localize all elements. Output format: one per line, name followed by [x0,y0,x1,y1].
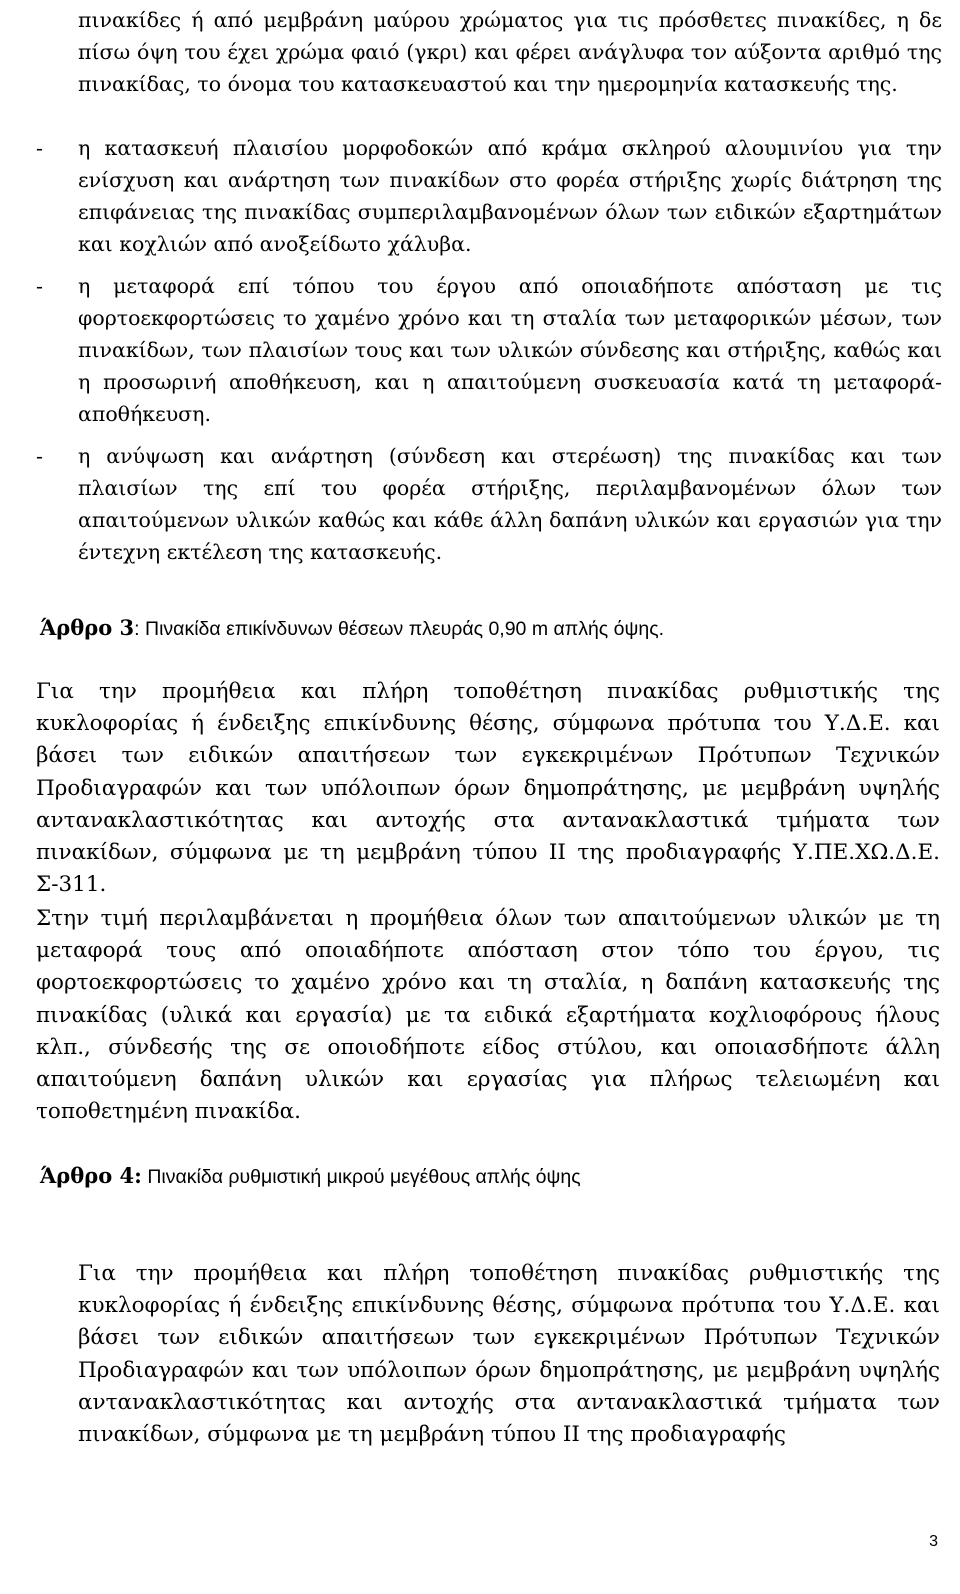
article4-title: Πινακίδα ρυθμιστική μικρού μεγέθους απλής όψης [141,1166,581,1188]
article3-paragraph-2: Στην τιμή περιλαμβάνεται η προμήθεια όλων των απαιτούμενων υλικών με τη μεταφορά τους από οποιαδήποτε απόσταση στον τόπο του έργου, τις φορτοεκφορτώσεις το χαμένο χρόνο και τη σταλία, η δαπάνη κατασκευής της πινακίδας (υλικά και εργασία) με τα ειδικά εξαρτήματα κοχλιοφόρους ήλους κλπ., σύνδεσής της σε οποιοδήποτε είδος στύλου, και οποιασδήποτε άλλη απαιτούμενη δαπάνη υλικών και εργασίας για πλήρως τελειωμένη και τοποθετημένη πινακίδα. [36,906,940,1125]
intro-paragraph: πινακίδες ή από μεμβράνη μαύρου χρώματος για τις πρόσθετες πινακίδες, η δε πίσω όψη του έχει χρώμα φαιό (γκρι) και φέρει ανάγλυφα τον αύξοντα αριθμό της πινακίδας, το όνομα του κατασκευαστού και την ημερομηνία κατασκευής της. [78,8,942,96]
article4-paragraph-1: Για την προμήθεια και πλήρη τοποθέτηση πινακίδας ρυθμιστικής της κυκλοφορίας ή ένδειξης επικίνδυνης θέσης, σύμφωνα πρότυπα του Υ.Δ.Ε. και βάσει των ειδικών απαιτήσεων των εγκεκριμένων Πρότυπων Τεχνικών Προδιαγραφών και των υπόλοιπων όρων δημοπράτησης, με μεμβράνη υψηλής αντανακλαστικότητας και αντοχής στα αντανακλαστικά τμήματα των πινακίδων, σύμφωνα με τη μεμβράνη τύπου ΙΙ της προδιαγραφής [78,1261,940,1448]
bullet-item [36,270,942,430]
bullet-item [36,132,942,260]
page-number: 3 [929,1533,938,1550]
bullet-dash: - [36,136,43,160]
bullet-text: η μεταφορά επί τόπου του έργου από οποιαδήποτε απόσταση με τις φορτοεκφορτώσεις το χαμένο χρόνο και τη σταλία των μεταφορικών μέσων, των πινακίδων, των πλαισίων τους και των υλικών σύνδεσης και στήριξης, καθώς και η προσωρινή αποθήκευση, και η απαιτούμενη συσκευασία κατά τη μεταφορά-αποθήκευση. [78,274,942,426]
bullet-dash: - [36,444,43,468]
bullet-dash: - [36,274,43,298]
article3-paragraph-1: Για την προμήθεια και πλήρη τοποθέτηση πινακίδας ρυθμιστικής της κυκλοφορίας ή ένδειξης επικίνδυνης θέσης, σύμφωνα πρότυπα του Υ.Δ.Ε. και βάσει των ειδικών απαιτήσεων των εγκεκριμένων Πρότυπων Τεχνικών Προδιαγραφών και των υπόλοιπων όρων δημοπράτησης, με μεμβράνη υψηλής αντανακλαστικότητας και αντοχής στα αντανακλαστικά τμήματα των πινακίδων, σύμφωνα με τη μεμβράνη τύπου ΙΙ της προδιαγραφής Υ.ΠΕ.ΧΩ.Δ.Ε. Σ-311. [36,679,940,898]
bullet-text: η κατασκευή πλαισίου μορφοδοκών από κράμα σκληρού αλουμινίου για την ενίσχυση και ανάρτηση των πινακίδων στο φορέα στήριξης χωρίς διάτρηση της επιφάνειας της πινακίδας συμπεριλαμβανομένων όλων των ειδικών εξαρτημάτων και κοχλιών από ανοξείδωτο χάλυβα. [78,136,942,256]
article4-label: Άρθρο 4: [40,1163,142,1188]
bullet-item [36,440,942,568]
article3-title: : Πινακίδα επικίνδυνων θέσεων πλευράς 0,90 m απλής όψης. [134,618,665,640]
article3-heading [40,612,940,645]
article3-label: Άρθρο 3 [40,615,135,640]
article4-heading [40,1160,940,1193]
bullet-text: η ανύψωση και ανάρτηση (σύνδεση και στερέωση) της πινακίδας και των πλαισίων της επί του φορέα στήριξης, περιλαμβανομένων όλων των απαιτούμενων υλικών καθώς και κάθε άλλη δαπάνη υλικών και εργασιών για την έντεχνη εκτέλεση της κατασκευής. [78,444,942,564]
